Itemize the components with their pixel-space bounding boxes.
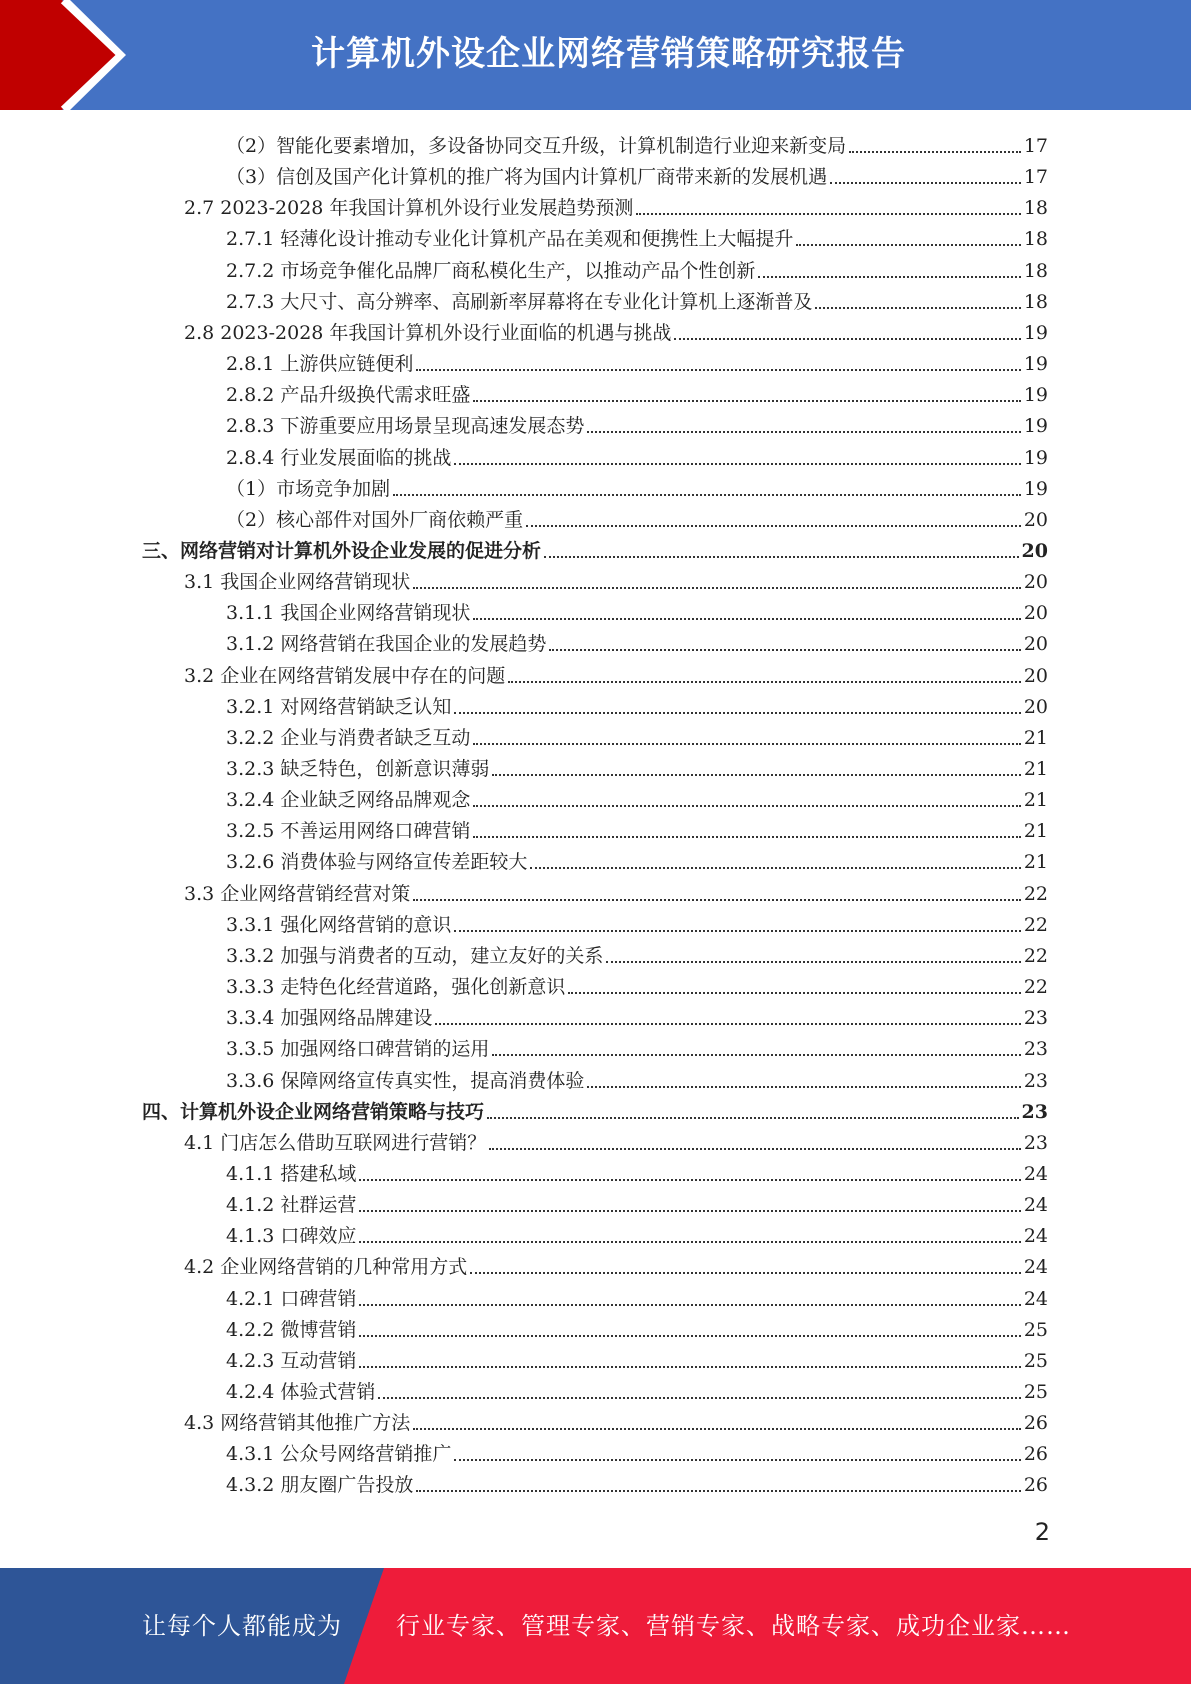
toc-entry[interactable] (226, 937, 1048, 968)
toc-entry-page: 19 (1023, 415, 1048, 438)
toc-entry-page: 22 (1023, 913, 1048, 936)
toc-dot-leader (413, 899, 1021, 901)
toc-entry[interactable] (226, 1280, 1048, 1311)
toc-entry[interactable] (184, 1404, 1048, 1435)
toc-entry-page: 17 (1023, 166, 1048, 189)
toc-entry-page: 21 (1023, 758, 1048, 780)
toc-dot-leader (416, 1490, 1020, 1492)
toc-dot-leader (549, 649, 1020, 651)
toc-entry-page: 23 (1021, 1100, 1048, 1123)
toc-entry-page: 19 (1023, 477, 1048, 500)
report-title: 计算机外设企业网络营销策略研究报告 (311, 34, 906, 74)
toc-entry-page: 24 (1023, 1256, 1048, 1279)
toc-entry-label: 3.2.4 企业缺乏网络品牌观念 (226, 789, 471, 812)
page-header (0, 0, 1191, 110)
toc-entry-label: 4.2 企业网络营销的几种常用方式 (184, 1256, 468, 1279)
toc-entry-page: 20 (1023, 633, 1048, 656)
toc-entry[interactable] (226, 1030, 1048, 1061)
toc-entry-label: 2.8.2 产品升级换代需求旺盛 (226, 384, 471, 407)
toc-dot-leader (473, 618, 1020, 620)
toc-entry[interactable] (184, 657, 1048, 688)
toc-entry-label: 3.2.2 企业与消费者缺乏互动 (226, 726, 471, 749)
toc-dot-leader (489, 1148, 1021, 1150)
toc-dot-leader (454, 1459, 1020, 1461)
footer-slogan-left: 让每个人都能成为 (142, 1612, 342, 1640)
toc-entry[interactable] (226, 812, 1048, 843)
toc-dot-leader (674, 338, 1020, 340)
toc-entry-page: 20 (1023, 508, 1048, 531)
toc-entry[interactable] (184, 563, 1048, 594)
toc-entry[interactable] (226, 1373, 1048, 1404)
toc-entry[interactable] (226, 252, 1048, 283)
toc-entry-label: 3.3.5 加强网络口碑营销的运用 (226, 1038, 490, 1061)
toc-entry[interactable] (142, 1093, 1048, 1124)
toc-entry-page: 24 (1023, 1287, 1048, 1310)
toc-entry-label: 4.2.3 互动营销 (226, 1349, 357, 1372)
toc-entry-page: 20 (1023, 695, 1048, 718)
toc-entry-label: 3.2 企业在网络营销发展中存在的问题 (184, 664, 506, 687)
toc-entry-page: 22 (1023, 976, 1048, 999)
toc-entry-label: 3.2.1 对网络营销缺乏认知 (226, 695, 452, 718)
toc-entry[interactable] (142, 532, 1048, 563)
toc-entry[interactable] (226, 1062, 1048, 1093)
toc-dot-leader (359, 1366, 1020, 1368)
toc-entry-label: 3.3.3 走特色化经营道路，强化创新意识 (226, 976, 566, 999)
toc-entry[interactable] (184, 1124, 1048, 1155)
toc-entry-label: 3.1.1 我国企业网络营销现状 (226, 602, 471, 625)
toc-entry-page: 18 (1023, 259, 1048, 282)
toc-entry-page: 23 (1023, 1069, 1048, 1092)
toc-entry-page: 19 (1023, 321, 1048, 344)
toc-entry[interactable] (226, 1466, 1048, 1497)
toc-entry[interactable] (226, 688, 1048, 719)
toc-entry-label: 4.1.1 搭建私域 (226, 1162, 357, 1185)
toc-entry-label: （1）市场竞争加剧 (226, 477, 391, 500)
toc-entry[interactable] (226, 158, 1048, 189)
toc-entry-page: 18 (1023, 228, 1048, 251)
toc-entry-label: （2）核心部件对国外厂商依赖严重 (226, 508, 524, 531)
toc-entry-page: 19 (1023, 384, 1048, 407)
toc-entry-label: 2.8.3 下游重要应用场景呈现高速发展态势 (226, 415, 585, 438)
toc-entry-page: 26 (1023, 1474, 1048, 1497)
toc-entry-page: 19 (1023, 446, 1048, 469)
toc-entry-label: 3.3.4 加强网络品牌建设 (226, 1007, 433, 1030)
toc-entry[interactable] (226, 345, 1048, 376)
toc-dot-leader (359, 1241, 1020, 1243)
toc-entry-label: 3.3.6 保障网络宣传真实性，提高消费体验 (226, 1069, 585, 1092)
toc-entry-page: 21 (1023, 820, 1048, 843)
toc-entry-label: 2.8 2023-2028 年我国计算机外设行业面临的机遇与挑战 (184, 321, 672, 344)
toc-dot-leader (815, 307, 1020, 309)
toc-entry[interactable] (184, 314, 1048, 345)
toc-entry-label: 三、网络营销对计算机外设企业发展的促进分析 (142, 539, 542, 562)
toc-dot-leader (568, 992, 1020, 994)
toc-dot-leader (359, 1304, 1020, 1306)
toc-entry-page: 20 (1021, 539, 1048, 562)
toc-entry[interactable] (226, 781, 1048, 812)
toc-entry-page: 18 (1023, 197, 1048, 220)
toc-entry[interactable] (184, 189, 1048, 220)
toc-entry-label: 4.1.2 社群运营 (226, 1194, 357, 1217)
toc-dot-leader (378, 1397, 1020, 1399)
toc-entry-label: 3.3.2 加强与消费者的互动，建立友好的关系 (226, 944, 604, 967)
toc-dot-leader (830, 182, 1021, 184)
toc-entry-page: 19 (1023, 353, 1048, 376)
page-footer (0, 1568, 1191, 1684)
toc-entry-page: 18 (1023, 290, 1048, 313)
toc-entry-page: 21 (1023, 789, 1048, 812)
toc-entry-page: 25 (1023, 1381, 1048, 1403)
toc-dot-leader (508, 681, 1021, 683)
toc-dot-leader (413, 1428, 1021, 1430)
toc-entry-page: 25 (1023, 1318, 1048, 1341)
toc-dot-leader (587, 1086, 1020, 1088)
toc-entry[interactable] (226, 625, 1048, 656)
toc-entry[interactable] (226, 127, 1048, 158)
toc-entry-label: 2.8.4 行业发展面临的挑战 (226, 446, 452, 469)
toc-entry-label: 2.7.1 轻薄化设计推动专业化计算机产品在美观和便携性上大幅提升 (226, 228, 794, 251)
toc-entry-page: 20 (1023, 571, 1048, 594)
toc-dot-leader (416, 369, 1020, 371)
toc-entry-page: 22 (1023, 944, 1048, 967)
toc-dot-leader (492, 774, 1020, 776)
toc-entry-page: 24 (1023, 1225, 1048, 1248)
toc-entry-page: 20 (1023, 602, 1048, 625)
toc-dot-leader (413, 587, 1021, 589)
toc-dot-leader (359, 1179, 1020, 1181)
toc-dot-leader (359, 1210, 1020, 1212)
toc-entry-label: 4.2.2 微博营销 (226, 1318, 357, 1341)
toc-entry[interactable] (226, 1311, 1048, 1342)
toc-entry[interactable] (226, 501, 1048, 532)
toc-entry-page: 21 (1023, 726, 1048, 749)
toc-dot-leader (487, 1117, 1019, 1119)
toc-entry-page: 17 (1023, 135, 1048, 157)
toc-dot-leader (359, 1335, 1020, 1337)
toc-entry[interactable] (226, 470, 1048, 501)
toc-entry-label: 2.7 2023-2028 年我国计算机外设行业发展趋势预测 (184, 197, 634, 220)
toc-entry[interactable] (226, 750, 1048, 781)
toc-entry[interactable] (226, 906, 1048, 937)
toc-dot-leader (587, 431, 1020, 433)
toc-dot-leader (473, 836, 1020, 838)
toc-entry-label: 3.3.1 强化网络营销的意识 (226, 913, 452, 936)
toc-entry-page: 21 (1023, 851, 1048, 874)
toc-entry-page: 26 (1023, 1443, 1048, 1466)
toc-dot-leader (544, 556, 1019, 558)
toc-dot-leader (758, 276, 1020, 278)
toc-entry-label: 2.7.3 大尺寸、高分辨率、高刷新率屏幕将在专业化计算机上逐渐普及 (226, 290, 813, 313)
toc-entry[interactable] (226, 719, 1048, 750)
toc-entry-label: 4.3.1 公众号网络营销推广 (226, 1443, 452, 1466)
toc-dot-leader (454, 712, 1020, 714)
toc-dot-leader (473, 805, 1020, 807)
footer-slogan-right: 行业专家、管理专家、营销专家、战略专家、成功企业家…… (396, 1612, 1071, 1640)
toc-entry[interactable] (226, 1342, 1048, 1373)
toc-dot-leader (393, 494, 1021, 496)
toc-entry[interactable] (184, 875, 1048, 906)
toc-entry-label: 2.8.1 上游供应链便利 (226, 353, 414, 376)
toc-entry-page: 20 (1023, 664, 1048, 687)
toc-entry[interactable] (226, 439, 1048, 470)
toc-entry[interactable] (226, 376, 1048, 407)
toc-entry[interactable] (226, 968, 1048, 999)
toc-dot-leader (470, 1272, 1021, 1274)
toc-entry-page: 25 (1023, 1349, 1048, 1372)
toc-dot-leader (454, 930, 1020, 932)
toc-dot-leader (796, 244, 1020, 246)
toc-dot-leader (849, 151, 1021, 153)
toc-entry-label: 3.1 我国企业网络营销现状 (184, 571, 411, 594)
toc-entry-label: 4.3 网络营销其他推广方法 (184, 1412, 411, 1435)
toc-entry[interactable] (226, 220, 1048, 251)
toc-entry-page: 23 (1023, 1038, 1048, 1061)
toc-entry[interactable] (226, 1435, 1048, 1466)
toc-entry[interactable] (184, 1248, 1048, 1279)
toc-entry-label: 4.3.2 朋友圈广告投放 (226, 1474, 414, 1497)
toc-entry-page: 24 (1023, 1162, 1048, 1185)
toc-entry-page: 24 (1023, 1194, 1048, 1217)
toc-entry[interactable] (226, 1155, 1048, 1186)
toc-entry-page: 23 (1023, 1131, 1048, 1154)
toc-dot-leader (454, 463, 1020, 465)
toc-entry-page: 23 (1023, 1007, 1048, 1030)
toc-dot-leader (473, 400, 1020, 402)
toc-entry-label: 四、计算机外设企业网络营销策略与技巧 (142, 1100, 485, 1123)
toc-entry-page: 22 (1023, 882, 1048, 905)
toc-entry[interactable] (226, 1186, 1048, 1217)
toc-entry-label: 3.1.2 网络营销在我国企业的发展趋势 (226, 633, 547, 656)
toc-entry-label: 3.2.3 缺乏特色，创新意识薄弱 (226, 758, 490, 780)
toc-entry[interactable] (226, 843, 1048, 874)
toc-dot-leader (526, 525, 1021, 527)
toc-entry-label: 3.2.6 消费体验与网络宣传差距较大 (226, 851, 528, 874)
toc-entry[interactable] (226, 283, 1048, 314)
toc-entry[interactable] (226, 1217, 1048, 1248)
toc-entry-label: 3.2.5 不善运用网络口碑营销 (226, 820, 471, 843)
toc-entry[interactable] (226, 407, 1048, 438)
toc-dot-leader (530, 867, 1020, 869)
toc-entry-label: 4.2.4 体验式营销 (226, 1381, 376, 1403)
toc-entry-label: 3.3 企业网络营销经营对策 (184, 882, 411, 905)
toc-dot-leader (636, 213, 1020, 215)
toc-entry-label: （2）智能化要素增加，多设备协同交互升级，计算机制造行业迎来新变局 (226, 135, 847, 157)
toc-dot-leader (473, 743, 1020, 745)
toc-entry-label: 4.1.3 口碑效应 (226, 1225, 357, 1248)
toc-dot-leader (606, 961, 1020, 963)
toc-dot-leader (492, 1054, 1020, 1056)
toc-entry-label: 2.7.2 市场竞争催化品牌厂商私模化生产，以推动产品个性创新 (226, 259, 756, 282)
toc-entry[interactable] (226, 999, 1048, 1030)
toc-entry[interactable] (226, 594, 1048, 625)
toc-entry-page: 26 (1023, 1412, 1048, 1435)
toc-entry-label: 4.1 门店怎么借助互联网进行营销？ (184, 1131, 487, 1154)
page-number: 2 (1034, 1518, 1050, 1546)
toc-entry-label: （3）信创及国产化计算机的推广将为国内计算机厂商带来新的发展机遇 (226, 166, 828, 189)
toc-dot-leader (435, 1023, 1020, 1025)
toc-entry-label: 4.2.1 口碑营销 (226, 1287, 357, 1310)
